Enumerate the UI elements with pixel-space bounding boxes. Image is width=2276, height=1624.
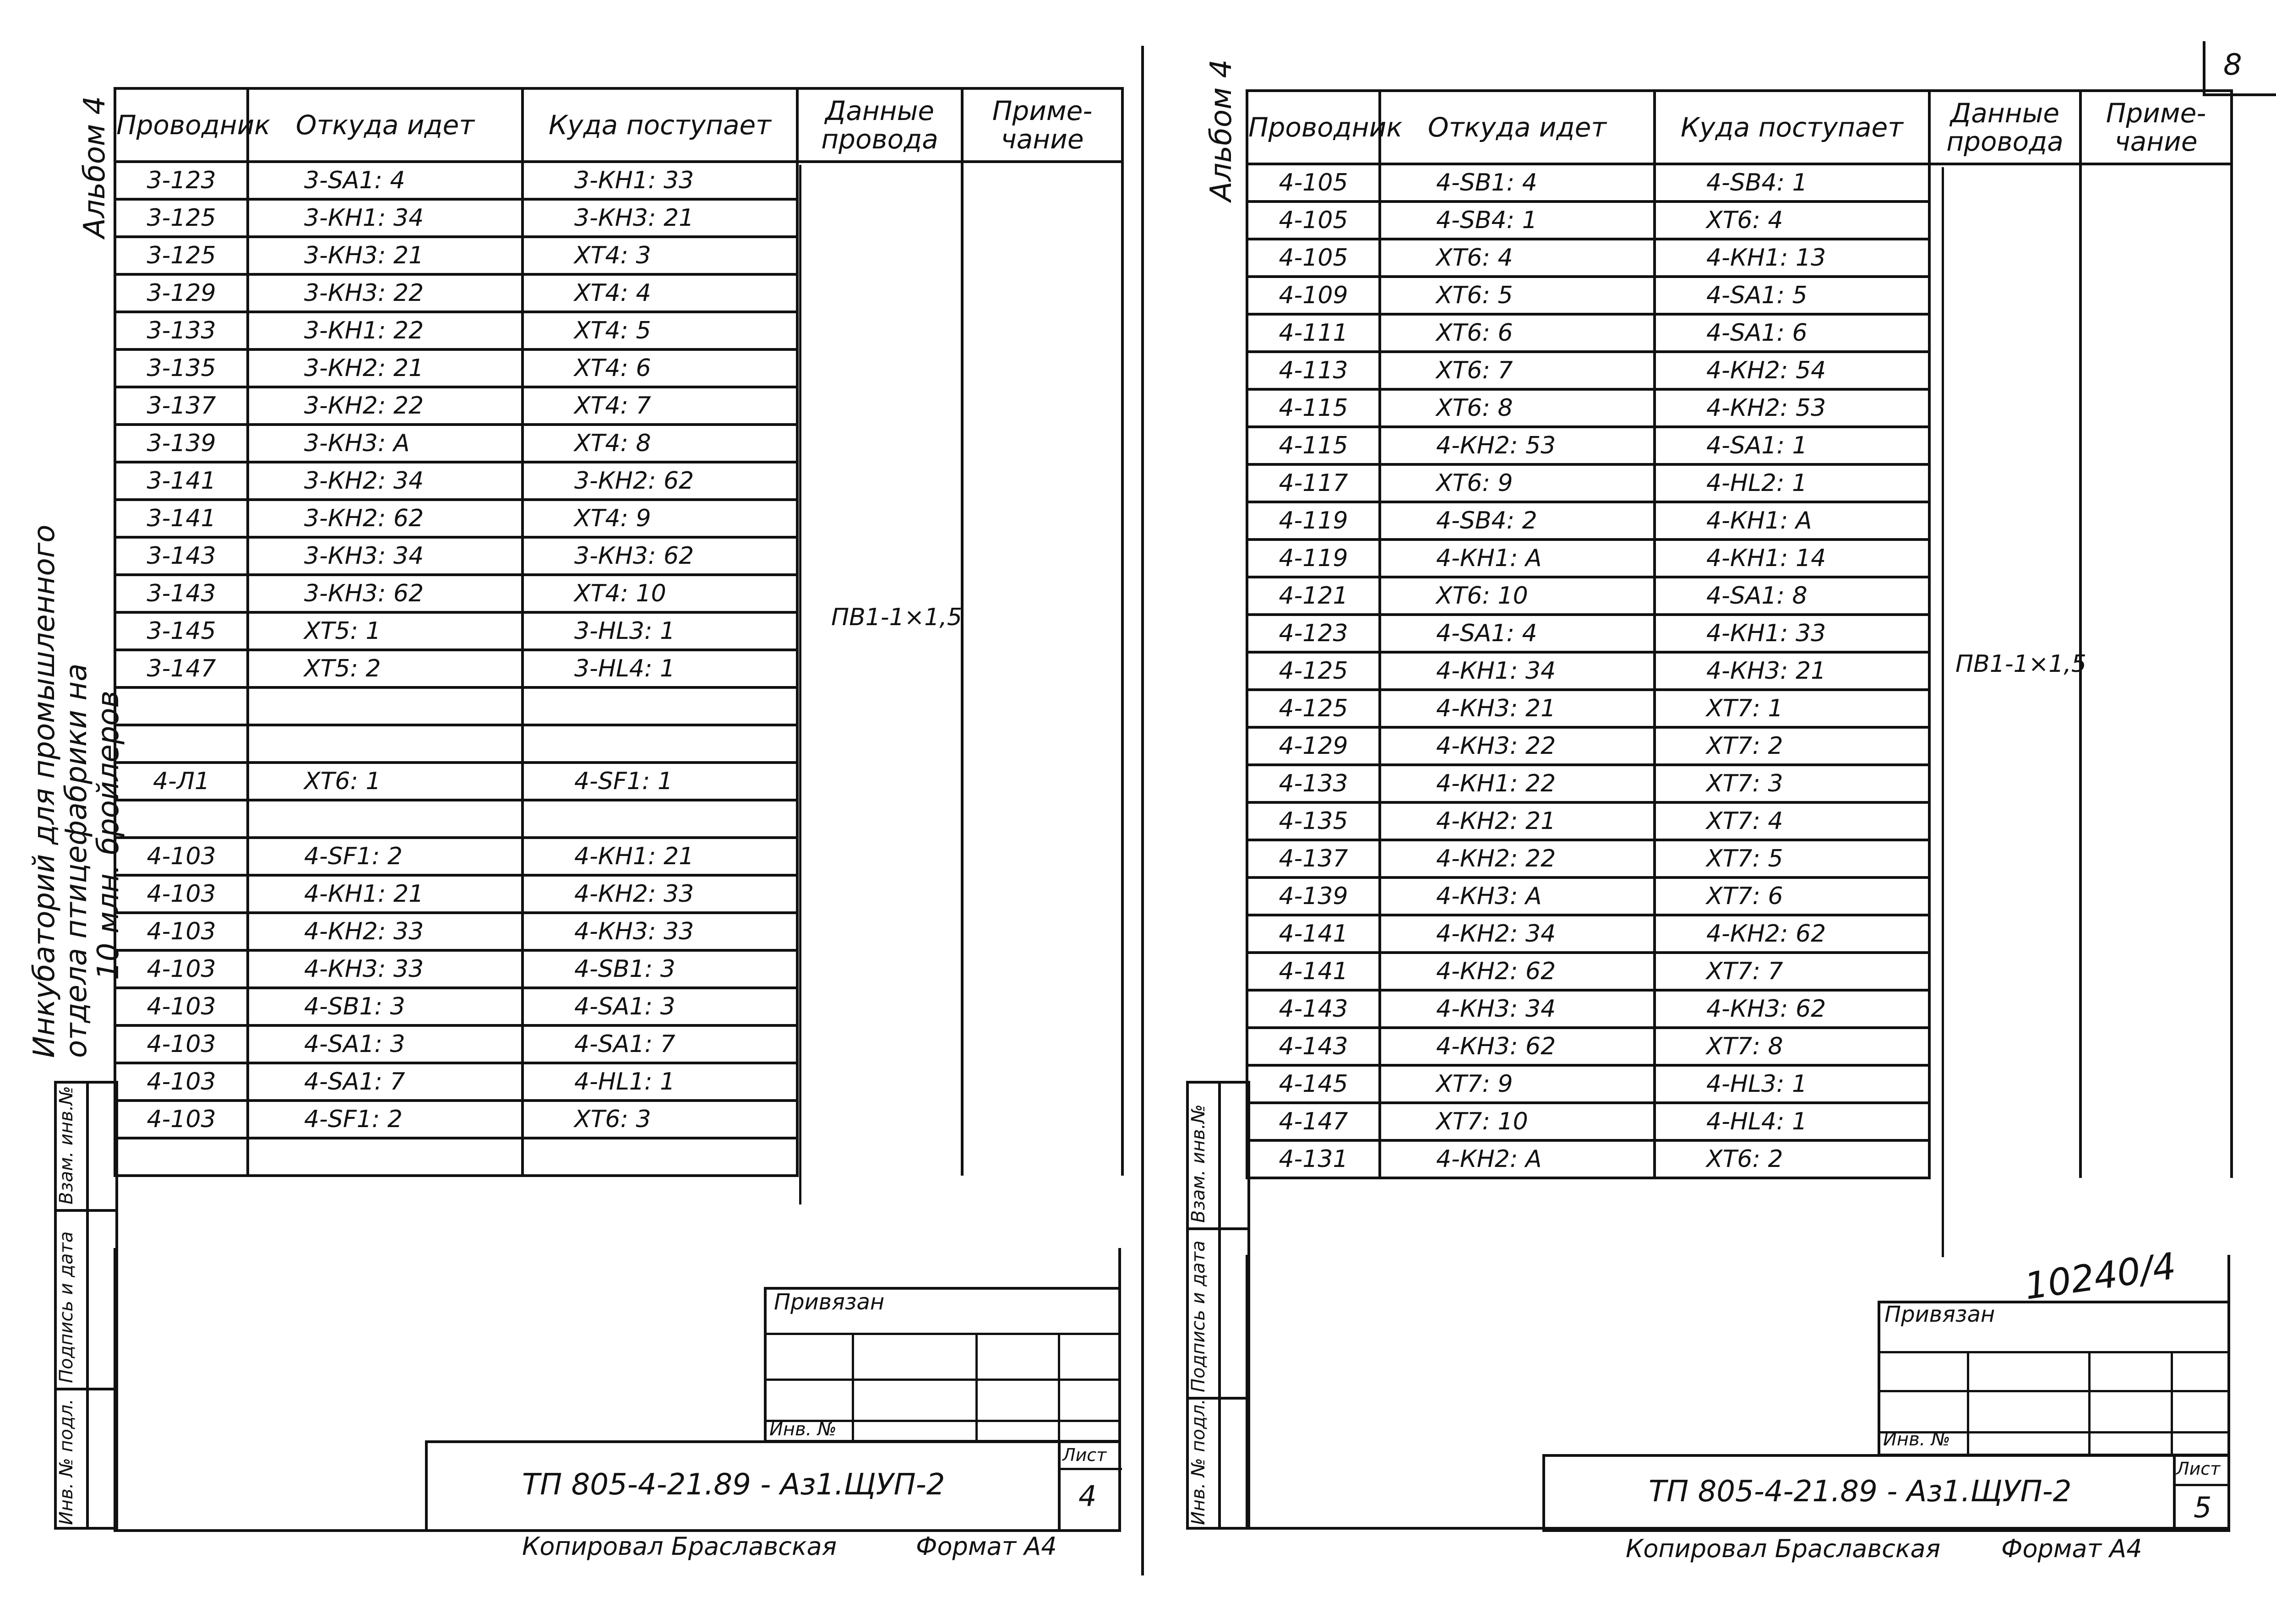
to-cell: ХТ7: 3	[1655, 765, 1929, 802]
conductor-cell: 3-147	[115, 650, 248, 687]
table-row	[1247, 615, 2232, 652]
conductor-cell: 4-119	[1247, 540, 1380, 577]
conductor-cell: 4-123	[1247, 615, 1380, 652]
note-cell	[2080, 577, 2232, 615]
conductor-cell: 3-135	[115, 349, 248, 387]
right-stamp-split	[1218, 1081, 1221, 1530]
to-cell: 3-КН3: 62	[523, 537, 797, 575]
conductor-cell: 4-103	[115, 838, 248, 875]
from-cell: 3-КН2: 21	[248, 349, 523, 387]
wire-data-cell	[1929, 540, 2080, 577]
conductor-cell: 4-143	[1247, 1028, 1380, 1065]
note-cell	[2080, 314, 2232, 352]
from-cell: 3-КН2: 62	[248, 500, 523, 537]
note-cell	[2080, 953, 2232, 990]
to-cell: 4-КН1: 14	[1655, 540, 1929, 577]
conductor-cell: 4-137	[1247, 840, 1380, 877]
from-cell: 4-КН1: 34	[1380, 652, 1655, 690]
from-cell: ХТ5: 2	[248, 650, 523, 687]
wire-data-cell	[1929, 765, 2080, 802]
col-header-conductor: Проводник	[115, 88, 248, 162]
right-sheet-number: 5	[2194, 1491, 2212, 1524]
left-copied-by: Копировал Браславская	[522, 1532, 837, 1561]
to-cell: ХТ6: 3	[523, 1101, 797, 1138]
conductor-cell: 4-119	[1247, 502, 1380, 540]
wire-data-cell	[1929, 615, 2080, 652]
to-cell: 3-КН2: 62	[523, 462, 797, 500]
conductor-cell: 4-139	[1247, 877, 1380, 915]
col-header-from: Откуда идет	[1380, 91, 1655, 164]
to-cell: 3-HL4: 1	[523, 650, 797, 687]
to-cell: ХТ4: 8	[523, 425, 797, 462]
left-wire-spec: ПВ1-1×1,5	[831, 604, 962, 631]
conductor-cell: 4-103	[115, 1063, 248, 1101]
conductor-cell: 3-137	[115, 387, 248, 425]
conductor-cell: 4-103	[115, 988, 248, 1025]
conductor-cell: 4-133	[1247, 765, 1380, 802]
from-cell: ХТ6: 4	[1380, 239, 1655, 277]
table-row	[1247, 1065, 2232, 1103]
to-cell: 4-SA1: 3	[523, 988, 797, 1025]
col-header-to: Куда поступает	[523, 88, 797, 162]
to-cell: ХТ4: 4	[523, 274, 797, 312]
to-cell: 4-КН3: 33	[523, 913, 797, 950]
from-cell: ХТ5: 1	[248, 612, 523, 650]
table-row	[1247, 877, 2232, 915]
wire-data-cell	[1929, 690, 2080, 727]
from-cell: 4-КН2: 21	[1380, 802, 1655, 840]
conductor-cell: 4-121	[1247, 577, 1380, 615]
note-cell	[2080, 802, 2232, 840]
table-row	[1247, 464, 2232, 502]
to-cell: 4-КН2: 54	[1655, 352, 1929, 389]
to-cell: 4-КН3: 62	[1655, 990, 1929, 1028]
to-cell: 4-SB1: 3	[523, 950, 797, 988]
note-cell	[2080, 277, 2232, 314]
from-cell: ХТ6: 10	[1380, 577, 1655, 615]
from-cell: 4-SA1: 7	[248, 1063, 523, 1101]
to-cell: 4-SA1: 5	[1655, 277, 1929, 314]
note-cell	[2080, 765, 2232, 802]
right-stamp-replace-label: Взам. инв.№	[1188, 1104, 1209, 1223]
note-cell	[2080, 727, 2232, 765]
to-cell: 4-SA1: 8	[1655, 577, 1929, 615]
to-cell: 4-HL2: 1	[1655, 464, 1929, 502]
to-cell: 4-КН1: 13	[1655, 239, 1929, 277]
to-cell: 4-HL4: 1	[1655, 1103, 1929, 1140]
left-inv-label: Инв. №	[769, 1419, 837, 1440]
conductor-cell: 4-105	[1247, 164, 1380, 202]
from-cell: ХТ6: 7	[1380, 352, 1655, 389]
note-cell	[2080, 389, 2232, 427]
wire-data-cell	[1929, 1103, 2080, 1140]
table-row	[1247, 277, 2232, 314]
table-row	[1247, 765, 2232, 802]
right-bound-row2	[1878, 1390, 2230, 1392]
conductor-cell: 4-143	[1247, 990, 1380, 1028]
right-bound-col3	[2171, 1351, 2173, 1456]
wire-data-cell	[1929, 915, 2080, 953]
right-stamp-inv-label: Инв. № подл.	[1188, 1399, 1209, 1525]
left-format: Формат А4	[916, 1532, 1057, 1561]
to-cell: ХТ6: 2	[1655, 1140, 1929, 1178]
conductor-cell: 3-143	[115, 537, 248, 575]
conductor-cell: 4-103	[115, 913, 248, 950]
conductor-cell: 4-125	[1247, 690, 1380, 727]
from-cell: 4-КН2: 34	[1380, 915, 1655, 953]
from-cell: 3-КН1: 34	[248, 199, 523, 237]
wire-data-cell	[1929, 1028, 2080, 1065]
from-cell: ХТ6: 9	[1380, 464, 1655, 502]
right-bound-col1	[1967, 1351, 1969, 1456]
right-sheet-cell	[2173, 1454, 2176, 1532]
from-cell: 4-КН3: 21	[1380, 690, 1655, 727]
conductor-cell: 4-Л1	[115, 763, 248, 800]
conductor-cell: 4-147	[1247, 1103, 1380, 1140]
to-cell: ХТ7: 5	[1655, 840, 1929, 877]
conductor-cell: 4-115	[1247, 389, 1380, 427]
table-row	[1247, 802, 2232, 840]
conductor-cell: 4-103	[115, 950, 248, 988]
conductor-cell: 3-125	[115, 199, 248, 237]
from-cell: 4-КН3: 34	[1380, 990, 1655, 1028]
wire-data-cell	[1929, 202, 2080, 239]
from-cell: 3-КН3: 34	[248, 537, 523, 575]
from-cell: 3-КН2: 34	[248, 462, 523, 500]
note-cell	[2080, 840, 2232, 877]
col-header-wire-data: Данные провода	[797, 88, 962, 162]
wire-data-cell	[1929, 877, 2080, 915]
to-cell: 3-КН3: 21	[523, 199, 797, 237]
wire-data-cell	[1929, 502, 2080, 540]
table-row	[1247, 239, 2232, 277]
right-wiring-table	[1246, 89, 2233, 1179]
conductor-cell: 3-145	[115, 612, 248, 650]
table-row	[1247, 1028, 2232, 1065]
table-row	[1247, 1140, 2232, 1178]
conductor-cell: 3-139	[115, 425, 248, 462]
to-cell: ХТ4: 5	[523, 312, 797, 349]
conductor-cell: 4-115	[1247, 427, 1380, 464]
left-sheet-number: 4	[1078, 1479, 1097, 1513]
conductor-cell: 4-135	[1247, 802, 1380, 840]
conductor-cell: 4-125	[1247, 652, 1380, 690]
to-cell: 4-КН1: 33	[1655, 615, 1929, 652]
from-cell: ХТ6: 5	[1380, 277, 1655, 314]
to-cell: ХТ7: 7	[1655, 953, 1929, 990]
table-row	[1247, 1103, 2232, 1140]
right-drawing-number: 10240/4	[2022, 1244, 2179, 1308]
from-cell: 4-КН3: 62	[1380, 1028, 1655, 1065]
right-bound-label: Привязан	[1884, 1302, 1995, 1327]
left-project-title-2: отдела птицефабрики на	[60, 663, 93, 1058]
to-cell: ХТ7: 6	[1655, 877, 1929, 915]
col-header-from: Откуда идет	[248, 88, 523, 162]
left-project-title-3: 10 млн. бройлеров	[92, 690, 125, 980]
to-cell: 4-КН2: 62	[1655, 915, 1929, 953]
conductor-cell: 3-143	[115, 575, 248, 612]
conductor-cell: 3-129	[115, 274, 248, 312]
table-row	[1247, 990, 2232, 1028]
conductor-cell: 3-141	[115, 500, 248, 537]
conductor-cell: 4-103	[115, 1101, 248, 1138]
from-cell: 3-КН3: А	[248, 425, 523, 462]
from-cell: ХТ6: 8	[1380, 389, 1655, 427]
from-cell: 3-SA1: 4	[248, 162, 523, 199]
note-cell	[2080, 1028, 2232, 1065]
col-header-note: Приме-чание	[962, 88, 1122, 162]
from-cell: 4-SB4: 2	[1380, 502, 1655, 540]
table-row	[1247, 502, 2232, 540]
left-stamp-sign-label: Подпись и дата	[56, 1231, 77, 1383]
to-cell: 4-SA1: 6	[1655, 314, 1929, 352]
right-stamp-row1	[1186, 1227, 1250, 1230]
from-cell: 4-КН1: 21	[248, 875, 523, 913]
to-cell: 4-HL1: 1	[523, 1063, 797, 1101]
wire-data-cell	[1929, 427, 2080, 464]
note-cell	[2080, 615, 2232, 652]
right-copied-by: Копировал Браславская	[1626, 1534, 1941, 1563]
note-cell	[2080, 502, 2232, 540]
from-cell: 4-SA1: 4	[1380, 615, 1655, 652]
wire-data-cell	[1929, 164, 2080, 202]
to-cell: 3-HL3: 1	[523, 612, 797, 650]
note-cell	[2080, 464, 2232, 502]
to-cell: ХТ4: 9	[523, 500, 797, 537]
table-row	[1247, 352, 2232, 389]
page-number: 8	[2223, 48, 2242, 82]
from-cell: 4-КН3: 22	[1380, 727, 1655, 765]
note-cell	[2080, 427, 2232, 464]
note-cell	[2080, 990, 2232, 1028]
from-cell: 4-SF1: 2	[248, 1101, 523, 1138]
from-cell: 4-SB1: 4	[1380, 164, 1655, 202]
to-cell: 4-КН1: А	[1655, 502, 1929, 540]
left-bound-label: Привязан	[774, 1289, 885, 1315]
to-cell: 4-SF1: 1	[523, 763, 797, 800]
col-header-note: Приме-чание	[2080, 91, 2232, 164]
table-row	[1247, 540, 2232, 577]
note-cell	[2080, 1065, 2232, 1103]
to-cell: 4-HL3: 1	[1655, 1065, 1929, 1103]
conductor-cell: 3-141	[115, 462, 248, 500]
conductor-cell: 4-103	[115, 875, 248, 913]
col-header-conductor: Проводник	[1247, 91, 1380, 164]
wire-data-cell	[1929, 727, 2080, 765]
conductor-cell: 3-125	[115, 237, 248, 274]
to-cell: 3-КН1: 33	[523, 162, 797, 199]
from-cell: 4-КН1: А	[1380, 540, 1655, 577]
to-cell: 4-КН3: 21	[1655, 652, 1929, 690]
conductor-cell: 4-131	[1247, 1140, 1380, 1178]
to-cell: 4-SA1: 7	[523, 1025, 797, 1063]
table-row	[1247, 727, 2232, 765]
note-cell	[2080, 239, 2232, 277]
right-album-label: Альбом 4	[1204, 59, 1238, 202]
to-cell: 4-SA1: 1	[1655, 427, 1929, 464]
wire-data-cell	[1929, 802, 2080, 840]
note-cell	[2080, 877, 2232, 915]
table-row	[1247, 202, 2232, 239]
conductor-cell: 4-113	[1247, 352, 1380, 389]
right-bound-col2	[2088, 1351, 2091, 1456]
wire-data-cell	[1929, 352, 2080, 389]
from-cell: 3-КН2: 22	[248, 387, 523, 425]
note-cell	[2080, 1103, 2232, 1140]
left-album-label: Альбом 4	[78, 96, 112, 238]
note-cell	[2080, 690, 2232, 727]
conductor-cell: 4-111	[1247, 314, 1380, 352]
from-cell: 3-КН3: 22	[248, 274, 523, 312]
from-cell: 4-SA1: 3	[248, 1025, 523, 1063]
from-cell: 4-КН1: 22	[1380, 765, 1655, 802]
table-row	[1247, 690, 2232, 727]
conductor-cell: 4-141	[1247, 915, 1380, 953]
left-project-title-1: Инкубаторий для промышленного	[27, 524, 61, 1058]
to-cell: ХТ4: 10	[523, 575, 797, 612]
from-cell: 4-КН3: 33	[248, 950, 523, 988]
table-row	[1247, 953, 2232, 990]
right-stamp-sign-label: Подпись и дата	[1188, 1240, 1209, 1392]
wire-data-cell	[1929, 389, 2080, 427]
right-inv-label: Инв. №	[1883, 1429, 1950, 1450]
wire-data-cell	[1929, 990, 2080, 1028]
from-cell: 3-КН1: 22	[248, 312, 523, 349]
note-cell	[2080, 540, 2232, 577]
to-cell: 4-КН1: 21	[523, 838, 797, 875]
from-cell: 3-КН3: 62	[248, 575, 523, 612]
wire-data-cell	[1929, 464, 2080, 502]
table-row	[1247, 314, 2232, 352]
col-header-wire-data: Данные провода	[1929, 91, 2080, 164]
wire-data-cell	[1929, 577, 2080, 615]
from-cell: 4-SB4: 1	[1380, 202, 1655, 239]
from-cell: 4-КН3: А	[1380, 877, 1655, 915]
wire-data-cell	[1929, 239, 2080, 277]
wire-data-cell	[1929, 1065, 2080, 1103]
from-cell: 3-КН3: 21	[248, 237, 523, 274]
from-cell: ХТ6: 1	[248, 763, 523, 800]
right-bound-row1	[1878, 1351, 2230, 1353]
to-cell: ХТ6: 4	[1655, 202, 1929, 239]
left-sheet-label: Лист	[1062, 1445, 1107, 1465]
conductor-cell: 4-141	[1247, 953, 1380, 990]
from-cell: 4-SB1: 3	[248, 988, 523, 1025]
wire-data-cell	[1929, 953, 2080, 990]
from-cell: 4-КН2: 62	[1380, 953, 1655, 990]
left-stamp-replace-label: Взам. инв.№	[56, 1086, 77, 1204]
wire-data-cell	[1929, 314, 2080, 352]
from-cell: ХТ7: 9	[1380, 1065, 1655, 1103]
to-cell: ХТ7: 8	[1655, 1028, 1929, 1065]
conductor-cell: 4-129	[1247, 727, 1380, 765]
wire-data-cell	[1929, 277, 2080, 314]
from-cell: 4-КН2: 22	[1380, 840, 1655, 877]
right-brace-line	[1942, 167, 1944, 1257]
conductor-cell: 3-133	[115, 312, 248, 349]
col-header-to: Куда поступает	[1655, 91, 1929, 164]
wire-data-cell	[1929, 840, 2080, 877]
table-row	[1247, 389, 2232, 427]
from-cell: ХТ6: 6	[1380, 314, 1655, 352]
to-cell: ХТ4: 6	[523, 349, 797, 387]
note-cell	[2080, 164, 2232, 202]
from-cell: ХТ7: 10	[1380, 1103, 1655, 1140]
table-row	[1247, 915, 2232, 953]
to-cell: ХТ4: 3	[523, 237, 797, 274]
table-row	[1247, 577, 2232, 615]
table-row	[1247, 427, 2232, 464]
right-wire-spec: ПВ1-1×1,5	[1955, 650, 2086, 678]
conductor-cell: 4-105	[1247, 239, 1380, 277]
conductor-cell: 4-145	[1247, 1065, 1380, 1103]
right-sheet-label: Лист	[2176, 1459, 2221, 1479]
from-cell: 4-SF1: 2	[248, 838, 523, 875]
left-stamp-inv-label: Инв. № подл.	[56, 1399, 77, 1525]
conductor-cell: 4-103	[115, 1025, 248, 1063]
to-cell: ХТ4: 7	[523, 387, 797, 425]
from-cell: 4-КН2: А	[1380, 1140, 1655, 1178]
table-row	[1247, 164, 2232, 202]
note-cell	[2080, 202, 2232, 239]
note-cell	[2080, 652, 2232, 690]
conductor-cell: 4-109	[1247, 277, 1380, 314]
right-sheet-split	[2173, 1484, 2230, 1486]
conductor-cell: 4-105	[1247, 202, 1380, 239]
note-cell	[2080, 915, 2232, 953]
to-cell: ХТ7: 1	[1655, 690, 1929, 727]
to-cell: 4-КН2: 33	[523, 875, 797, 913]
to-cell: 4-КН2: 53	[1655, 389, 1929, 427]
note-cell	[2080, 352, 2232, 389]
right-format: Формат А4	[2001, 1534, 2142, 1563]
wire-data-cell	[1929, 1140, 2080, 1178]
table-row	[1247, 840, 2232, 877]
note-cell	[2080, 1140, 2232, 1178]
to-cell: ХТ7: 4	[1655, 802, 1929, 840]
conductor-cell: 3-123	[115, 162, 248, 199]
from-cell: 4-КН2: 33	[248, 913, 523, 950]
left-designation: ТП 805-4-21.89 - Аз1.ЩУП-2	[522, 1468, 945, 1502]
from-cell: 4-КН2: 53	[1380, 427, 1655, 464]
to-cell: ХТ7: 2	[1655, 727, 1929, 765]
right-designation: ТП 805-4-21.89 - Аз1.ЩУП-2	[1649, 1475, 2072, 1509]
conductor-cell: 4-117	[1247, 464, 1380, 502]
to-cell: 4-SB4: 1	[1655, 164, 1929, 202]
